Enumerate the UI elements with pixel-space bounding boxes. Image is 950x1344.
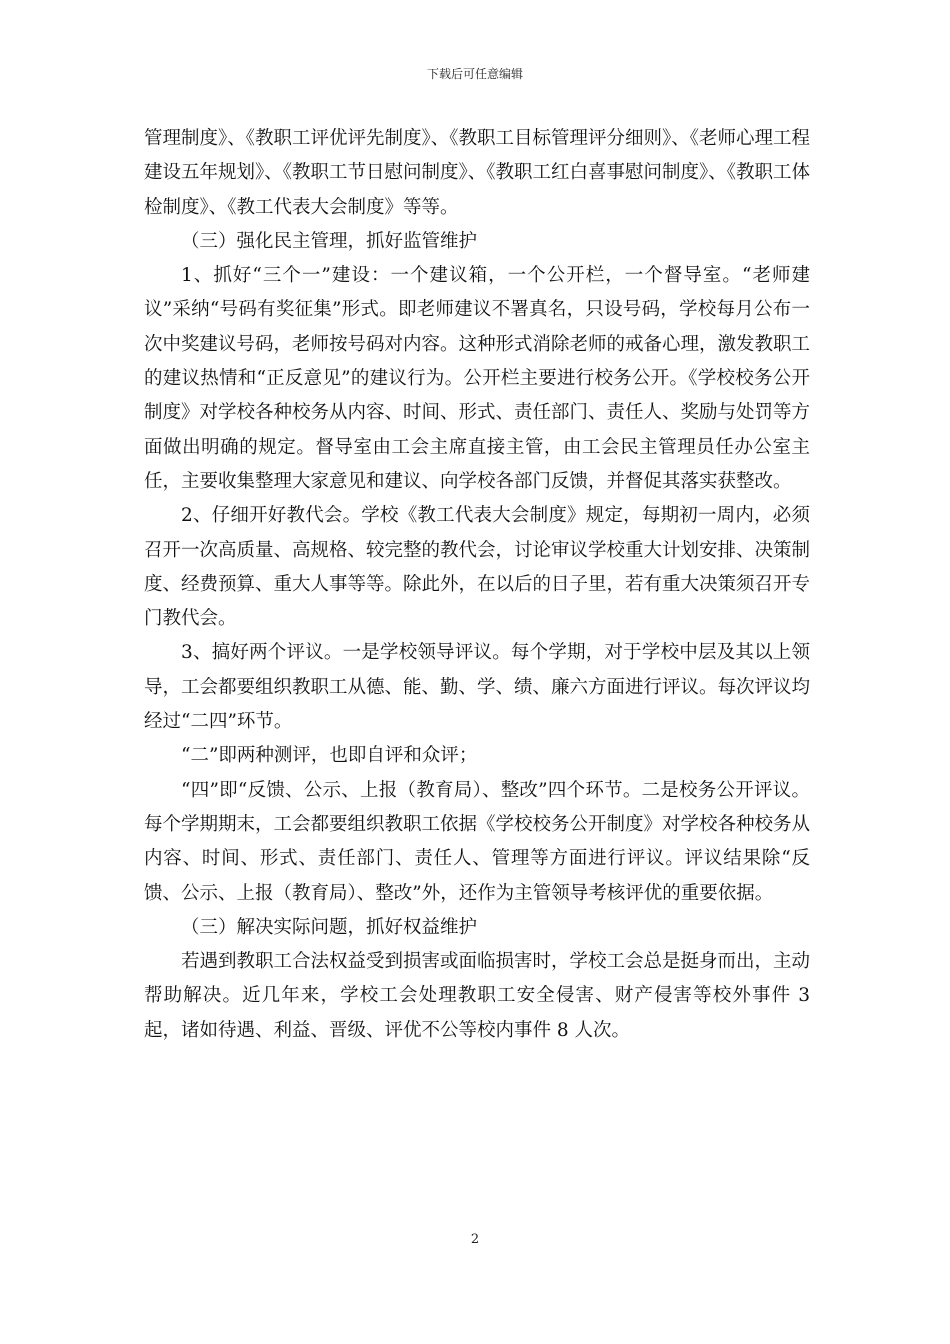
- page-header: 下载后可任意编辑: [426, 67, 523, 81]
- paragraph-staff-congress: 2、仔细开好教代会。学校《教工代表大会制度》规定，每期初一周内，必须召开一次高质量、高规格、较完整的教代会，讨论审议学校重大计划安排、决策制度、经费预算、重大人事等等。除此外，在以后的日子里，若有重大决策须召开专门教代会。: [144, 505, 811, 630]
- paragraph-policy-list: 管理制度》、《教职工评优评先制度》、《教职工目标管理评分细则》、《老师心理工程建设五年规划》、《教职工节日慰问制度》、《教职工红白喜事慰问制度》、《教职工体检制度》、《教工代表大会制度》等等。: [144, 128, 811, 218]
- section-heading-rights-protection: （三）解决实际问题，抓好权益维护: [181, 916, 478, 938]
- page-number: 2: [470, 1232, 480, 1247]
- paragraph-two-evaluations: “二”即两种测评，也即自评和众评；: [181, 745, 478, 767]
- paragraph-two-reviews: 3、搞好两个评议。一是学校领导评议。每个学期，对于学校中层及其以上领导，工会都要组织教职工从德、能、勤、学、绩、廉六方面进行评议。每次评议均经过“二四”环节。: [144, 642, 811, 733]
- document-body: [144, 122, 810, 1048]
- paragraph-rights-cases: 若遇到教职工合法权益受到损害或面临损害时，学校工会总是挺身而出，主动帮助解决。近几年来，学校工会处理教职工安全侵害、财产侵害等校外事件 3 起，诸如待遇、利益、晋级、评优不公等校内事件 8 人次。: [144, 951, 811, 1041]
- paragraph-three-ones: 1、抓好“三个一”建设：一个建议箱，一个公开栏，一个督导室。“老师建议”采纳“号码有奖征集”形式。即老师建议不署真名，只设号码，学校每月公布一次中奖建议号码，老师按号码对内容。这种形式消除老师的戒备心理，激发教职工的建议热情和“正反意见”的建议行为。公开栏主要进行校务公开。《学校校务公开制度》对学校各种校务从内容、时间、形式、责任部门、责任人、奖励与处罚等方面做出明确的规定。督导室由工会主席直接主管，由工会民主管理员任办公室主任，主要收集整理大家意见和建议、向学校各部门反馈，并督促其落实获整改。: [144, 265, 811, 492]
- section-heading-democratic-management: （三）强化民主管理，抓好监管维护: [181, 230, 478, 252]
- paragraph-four-steps: “四”即“反馈、公示、上报（教育局）、整改”四个环节。二是校务公开评议。每个学期期末，工会都要组织教职工依据《学校校务公开制度》对学校各种校务从内容、时间、形式、责任部门、责任人、管理等方面进行评议。评议结果除“反馈、公示、上报（教育局）、整改”外，还作为主管领导考核评优的重要依据。: [144, 779, 811, 904]
